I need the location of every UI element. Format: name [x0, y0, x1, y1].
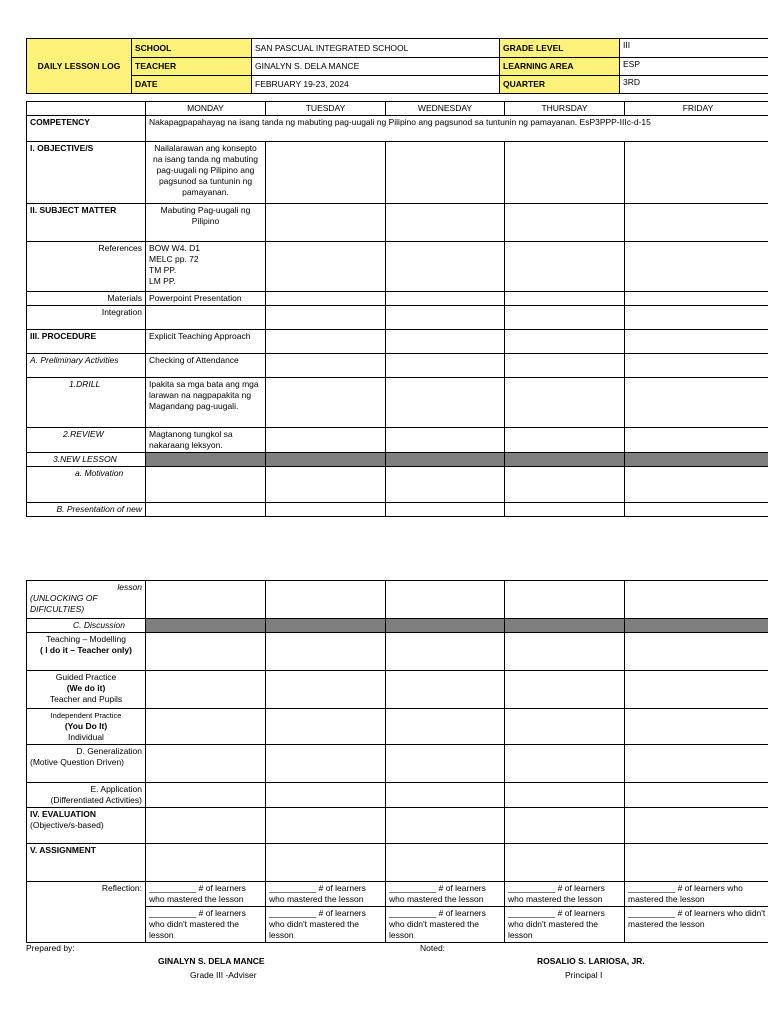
header-table	[26, 38, 768, 94]
new-lesson-label: 3.NEW LESSON	[27, 453, 146, 467]
day-header-tuesday: TUESDAY	[266, 102, 386, 116]
not-mastered-monday: __________ # of learners who didn't mastered the lesson	[146, 907, 266, 943]
date-value: FEBRUARY 19-23, 2024	[252, 76, 500, 94]
discussion-label: C. Discussion	[27, 619, 146, 633]
procedure-monday: Explicit Teaching Approach	[146, 330, 266, 354]
drill-monday: Ipakita sa mga bata ang mga larawan na nagpapakita ng Magandang pag-uugali.	[146, 378, 266, 428]
assignment-label: V. ASSIGNMENT	[27, 844, 146, 882]
review-label: 2.REVIEW	[27, 428, 146, 453]
guided-practice-label: Guided Practice (We do it) Teacher and Pupils	[27, 671, 146, 709]
competency-value: Nakapagpapahayag na isang tanda ng mabuting pag-uugali ng Pilipino ang pagsunod sa tuntunin ng pamayanan. EsP3PPP-IIIc-d-15	[146, 116, 768, 142]
day-header-monday: MONDAY	[146, 102, 266, 116]
principal-signature-name: ROSALIO S. LARIOSA, JR.	[537, 956, 645, 966]
school-label: SCHOOL	[132, 39, 252, 58]
materials-label: Materials	[27, 292, 146, 306]
not-mastered-friday: __________ # of learners who didn't mastered the lesson	[625, 907, 768, 943]
quarter-label: QUARTER	[500, 76, 620, 94]
quarter-value: 3RD	[620, 76, 768, 94]
grade-level-value: III	[620, 39, 768, 58]
preliminary-monday: Checking of Attendance	[146, 354, 266, 378]
teaching-modelling-label: Teaching – Modelling ( I do it – Teacher only)	[27, 633, 146, 671]
daily-lesson-log-title: DAILY LESSON LOG	[27, 39, 132, 94]
preliminary-activities-label: A. Preliminary Activities	[27, 354, 146, 378]
mastered-wednesday: __________ # of learners who mastered the lesson	[386, 882, 505, 907]
presentation-label: B. Presentation of new	[27, 503, 146, 517]
not-mastered-thursday: __________ # of learners who didn't mastered the lesson	[505, 907, 625, 943]
application-label: E. Application (Differentiated Activities)	[27, 783, 146, 808]
generalization-label: D. Generalization (Motive Question Driven)	[27, 745, 146, 783]
integration-label: Integration	[27, 306, 146, 330]
reflection-label: Reflection:	[27, 882, 146, 943]
day-header-wednesday: WEDNESDAY	[386, 102, 505, 116]
mastered-tuesday: __________ # of learners who mastered the lesson	[266, 882, 386, 907]
references-monday: BOW W4. D1 MELC pp. 72 TM PP. LM PP.	[146, 242, 266, 292]
objective-label: I. OBJECTIVE/S	[27, 142, 146, 204]
date-label: DATE	[132, 76, 252, 94]
corner-cell	[27, 102, 146, 116]
mastered-friday: __________ # of learners who mastered the lesson	[625, 882, 768, 907]
not-mastered-wednesday: __________ # of learners who didn't mastered the lesson	[386, 907, 505, 943]
teacher-signature-name: GINALYN S. DELA MANCE	[158, 956, 265, 966]
drill-label: 1.DRILL	[27, 378, 146, 428]
unlocking-difficulties-label: lesson (UNLOCKING OF DIFICULTIES)	[27, 581, 146, 619]
day-header-friday: FRIDAY	[625, 102, 768, 116]
subject-matter-label: II. SUBJECT MATTER	[27, 204, 146, 242]
school-value: SAN PASCUAL INTEGRATED SCHOOL	[252, 39, 500, 58]
learning-area-value: ESP	[620, 58, 768, 76]
principal-role: Principal I	[565, 970, 603, 980]
procedure-label: III. PROCEDURE	[27, 330, 146, 354]
lesson-table-page1	[26, 101, 768, 517]
learning-area-label: LEARNING AREA	[500, 58, 620, 76]
teacher-role: Grade III -Adviser	[190, 970, 257, 980]
teacher-label: TEACHER	[132, 58, 252, 76]
mastered-monday: __________ # of learners who mastered the lesson	[146, 882, 266, 907]
prepared-by-label: Prepared by:	[26, 943, 75, 953]
mastered-thursday: __________ # of learners who mastered the lesson	[505, 882, 625, 907]
competency-label: COMPETENCY	[27, 116, 146, 142]
noted-label: Noted:	[420, 943, 446, 953]
independent-practice-label: Independent Practice (You Do It) Individual	[27, 709, 146, 745]
review-monday: Magtanong tungkol sa nakaraang leksyon.	[146, 428, 266, 453]
lesson-table-page2	[26, 580, 768, 943]
day-header-thursday: THURSDAY	[505, 102, 625, 116]
subject-matter-monday: Mabuting Pag-uugali ng Pilipino	[146, 204, 266, 242]
not-mastered-tuesday: __________ # of learners who didn't mastered the lesson	[266, 907, 386, 943]
evaluation-label: IV. EVALUATION (Objective/s-based)	[27, 808, 146, 844]
references-label: References	[27, 242, 146, 292]
grade-level-label: GRADE LEVEL	[500, 39, 620, 58]
objective-monday: Nailalarawan ang konsepto na isang tanda ng mabuting pag-uugali ng Pilipino ang pagsunod sa tuntunin ng pamayanan.	[146, 142, 266, 204]
teacher-value: GINALYN S. DELA MANCE	[252, 58, 500, 76]
materials-monday: Powerpoint Presentation	[146, 292, 266, 306]
motivation-label: a. Motivation	[27, 467, 146, 503]
